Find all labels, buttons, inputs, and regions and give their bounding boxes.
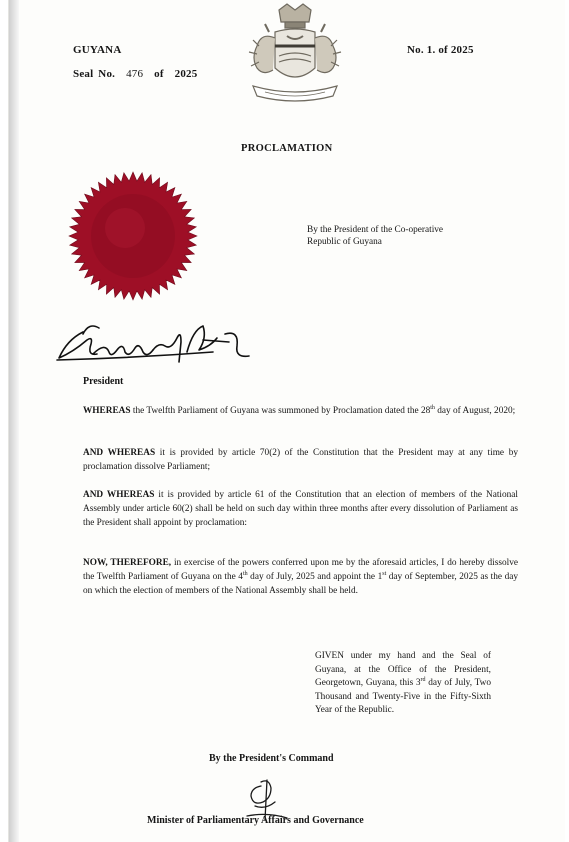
issuer-line-2: Republic of Guyana <box>307 237 382 247</box>
coat-of-arms-icon <box>235 2 355 106</box>
wax-seal-icon <box>67 170 199 302</box>
page-edge-shadow <box>9 0 19 842</box>
paragraph-lead: NOW, THEREFORE, <box>83 558 172 568</box>
issuer-line-1: By the President of the Co-operative <box>307 225 444 235</box>
signatory-title: President <box>83 376 124 387</box>
minister-title: Minister of Parliamentary Affairs and Governance <box>147 815 364 826</box>
seal-number: 476 <box>126 68 144 80</box>
country-label: GUYANA <box>73 44 122 56</box>
given-under-hand-clause: GIVEN under my hand and the Seal of Guyana, at the Office of the President, Georgetown, Guyana, this 3rd day of July, Two Thousand and Twenty-Five in the Fifty-Sixth Year of the Republic. <box>315 651 491 715</box>
seal-number-line <box>73 68 197 80</box>
presidents-command: By the President's Command <box>209 753 334 764</box>
now-therefore-paragraph: NOW, THEREFORE, in exercise of the powers conferred upon me by the aforesaid articles, I do hereby dissolve the Twelfth Parliament of Guyana on the 4th day of July, 2025 and appoint the 1st day of September, 2025 as the day on which the election of members of the National Assembly shall be held. <box>83 558 519 596</box>
seal-label: Seal No. <box>73 68 116 80</box>
seal-of: of <box>154 68 164 80</box>
document-title: PROCLAMATION <box>241 143 333 154</box>
proclamation-number: No. 1. of 2025 <box>407 44 474 56</box>
paragraph-lead: WHEREAS <box>83 406 131 416</box>
whereas-paragraph-2: AND WHEREAS it is provided by article 70(2) of the Constitution that the President may at any time by proclamation dissolve Parliament; <box>83 448 518 472</box>
paragraph-lead: AND WHEREAS <box>83 448 156 458</box>
whereas-paragraph-3: AND WHEREAS it is provided by article 61 of the Constitution that an election of members of the National Assembly under article 60(2) shall be held on such day within three months after every dissolution of Parliament as the President shall appoint by proclamation: <box>83 490 518 528</box>
seal-year: 2025 <box>174 68 198 80</box>
paragraph-lead: AND WHEREAS <box>83 490 155 500</box>
proclamation-page <box>8 0 565 842</box>
issuer-block <box>307 224 443 248</box>
president-signature-icon <box>53 312 253 376</box>
whereas-paragraph-1: WHEREAS the Twelfth Parliament of Guyana was summoned by Proclamation dated the 28th day of August, 2020; <box>83 404 516 416</box>
